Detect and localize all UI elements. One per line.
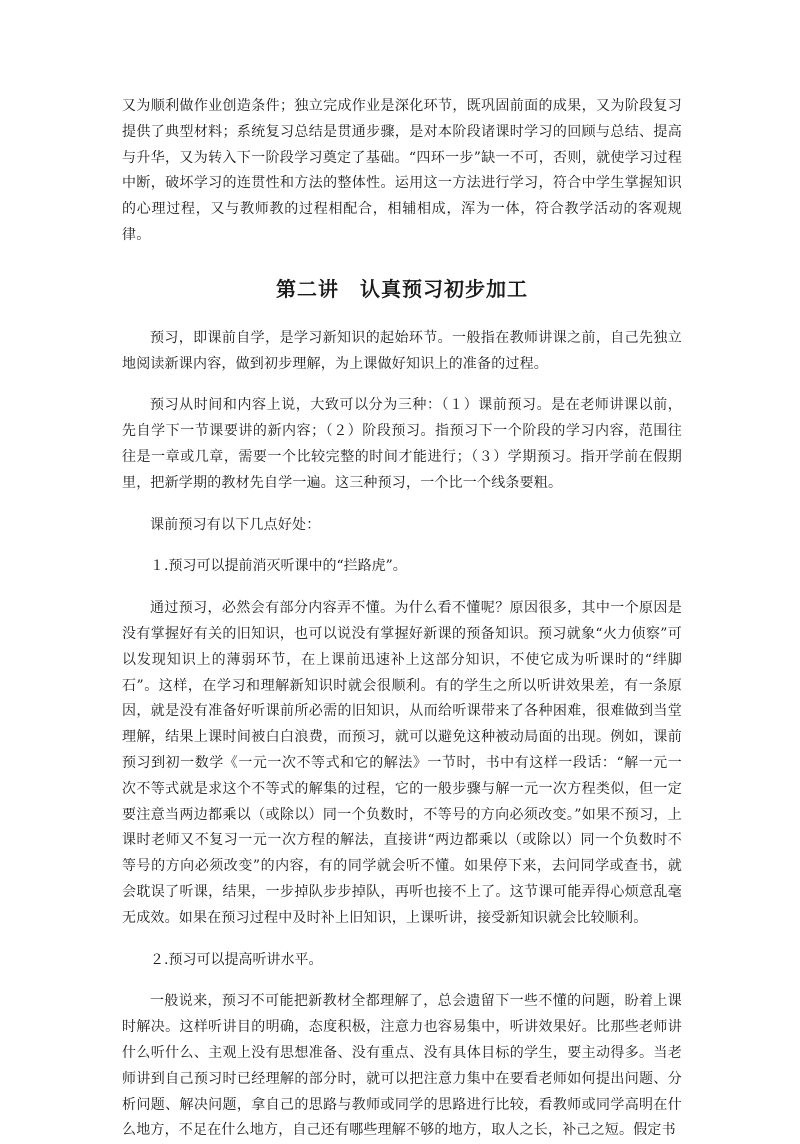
paragraph-benefits-intro: 课前预习有以下几点好处： [150, 516, 321, 533]
list-item-1-body: 通过预习，必然会有部分内容弄不懂。为什么看不懂呢？原因很多，其中一个原因是没有掌握好有关的旧知识，也可以说没有掌握好新课的预备知识。预习就象“火力侦察”可以发现知识上的薄弱环节，在上课前迅速补上这部分知识，不使它成为听课时的“绊脚石”。这样，在学习和理解新知识时就会很顺利。有的学生之所以听讲效果差，有一条原因，就是没有准备好听课前所必需的旧知识，从而给听课带来了各种困难，很难做到当堂理解，结果上课时间被白白浪费，而预习，就可以避免这种被动局面的出现。例如，课前预习到初一数学《一元一次不等式和它的解法》一节时，书中有这样一段话：“解一元一次不等式就是求这个不等式的解集的过程，它的一般步骤与解一元一次方程类似，但一定要注意当两边都乘以（或除以）同一个负数时，不等号的方向必须改变。”如果不预习，上课时老师又不复习一元一次方程的解法，直接讲“两边都乘以（或除以）同一个负数时不等号的方向必须改变”的内容，有的同学就会听不懂。如果停下来，去问同学或查书，就会耽误了听课，结果，一步掉队步步掉队，再听也接不上了。这节课可能弄得心烦意乱毫无成效。如果在预习过程中及时补上旧知识，上课听讲，接受新知识就会比较顺利。 [122, 600, 682, 926]
paragraph-preview-types: 预习从时间和内容上说，大致可以分为三种：（１）课前预习。是在老师讲课以前，先自学下一节课要讲的新内容；（２）阶段预习。指预习下一个阶段的学习内容，范围往往是一章或几章，需要一个比较完整的时间才能进行；（３）学期预习。指开学前在假期里，把新学期的教材先自学一遍。这三种预习，一个比一个线条要粗。 [122, 397, 682, 491]
list-item-1-title: １.预习可以提前消灭听课中的“拦路虎”。 [150, 558, 407, 575]
paragraph-preview-definition: 预习，即课前自学，是学习新知识的起始环节。一般指在教师讲课之前，自己先独立地阅读新课内容，做到初步理解，为上课做好知识上的准备的过程。 [122, 329, 682, 372]
document-page [122, 94, 682, 1144]
list-item-2-title: ２.预习可以提高听讲水平。 [150, 951, 323, 968]
intro-paragraph: 又为顺利做作业创造条件；独立完成作业是深化环节，既巩固前面的成果，又为阶段复习提供了典型材料；系统复习总结是贯通步骤，是对本阶段诸课时学习的回顾与总结、提高与升华，又为转入下一阶段学习奠定了基础。“四环一步”缺一不可，否则，就使学习过程中断，破坏学习的连贯性和方法的整体性。运用这一方法进行学习，符合中学生掌握知识的心理过程，又与教师教的过程相配合，相辅相成，浑为一体，符合教学活动的客观规律。 [122, 98, 682, 243]
list-item-2-body: 一般说来，预习不可能把新教材全都理解了，总会遗留下一些不懂的问题，盼着上课时解决。这样听讲目的明确，态度积极，注意力也容易集中，听讲效果好。比那些老师讲什么听什么、主观上没有思想准备、没有重点、没有具体目标的学生，要主动得多。当老师讲到自己预习时已经理解的部分时，就可以把注意力集中在要看老师如何提出问题、分析问题、解决问题，拿自己的思路与教师或同学的思路进行比较，看教师或同学高明在什么地方，不足在什么地方，自己还有哪些理解不够的地方，取人之长，补己之短。假定书 [122, 993, 682, 1139]
chapter-heading: 第二讲 认真预习初步加工 [276, 276, 528, 301]
